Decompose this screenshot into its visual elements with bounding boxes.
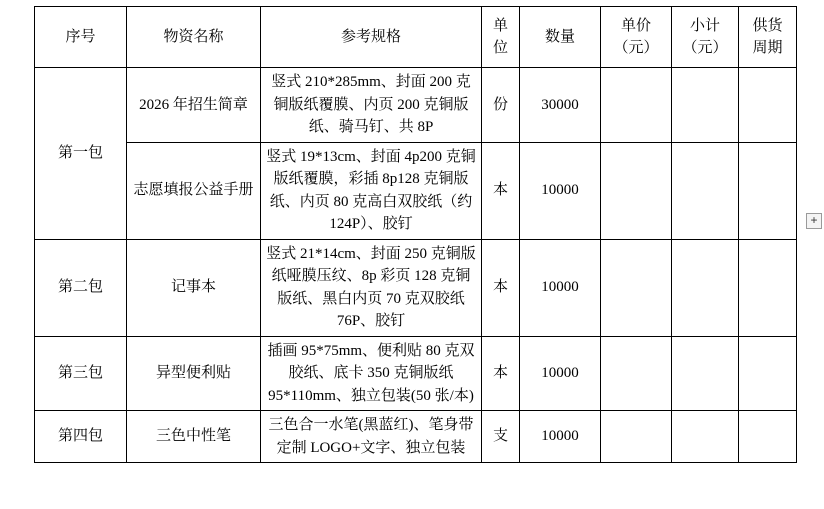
- table-row: [35, 239, 797, 336]
- cell-specification-2: 竖式 19*13cm、封面 4p200 克铜版纸覆膜，彩插 8p128 克铜版纸、内页 80 克高白双胶纸（约 124P）、胶钉: [261, 142, 482, 239]
- cell-item-name-3: 记事本: [127, 239, 261, 336]
- column-header-quantity: 数量: [520, 7, 601, 68]
- column-header-unit-line2: 位: [492, 40, 508, 56]
- table-header-row: [35, 7, 797, 68]
- cell-unit-price-1: [601, 68, 672, 143]
- cell-supply-cycle-2: [739, 142, 797, 239]
- cell-item-name-4: 异型便利贴: [127, 336, 261, 411]
- column-header-item-name: 物资名称: [127, 7, 261, 68]
- cell-unit-5: 支: [482, 411, 520, 463]
- column-header-supply-cycle-line1: 供货: [752, 17, 783, 34]
- cell-item-name-5: 三色中性笔: [127, 411, 261, 463]
- cell-supply-cycle-4: [739, 336, 797, 411]
- procurement-items-table: [34, 6, 797, 463]
- column-header-subtotal-line1: 小计: [689, 17, 720, 34]
- cell-package-3: 第三包: [35, 336, 127, 411]
- column-header-supply-cycle: [739, 7, 797, 68]
- column-header-unit-price-line2: （元）: [613, 40, 659, 56]
- cell-specification-4: 插画 95*75mm、便利贴 80 克双胶纸、底卡 350 克铜版纸 95*110mm、独立包装(50 张/本): [261, 336, 482, 411]
- cell-item-name-1: 2026 年招生简章: [127, 68, 261, 143]
- cell-specification-5: 三色合一水笔(黑蓝红)、笔身带定制 LOGO+文字、独立包装: [261, 411, 482, 463]
- column-header-unit-line1: 单: [492, 17, 508, 34]
- column-header-unit: [482, 7, 520, 68]
- table-row: [35, 68, 797, 143]
- column-header-unit-price: [601, 7, 672, 68]
- cell-unit-2: 本: [482, 142, 520, 239]
- column-header-subtotal-line2: （元）: [682, 40, 728, 56]
- table-body: [35, 68, 797, 463]
- column-header-subtotal: [672, 7, 739, 68]
- table-row: [35, 411, 797, 463]
- cell-unit-3: 本: [482, 239, 520, 336]
- table-row: [35, 336, 797, 411]
- cell-specification-3: 竖式 21*14cm、封面 250 克铜版纸哑膜压纹、8p 彩页 128 克铜版纸、黑白内页 70 克双胶纸 76P、胶钉: [261, 239, 482, 336]
- cell-subtotal-5: [672, 411, 739, 463]
- cell-subtotal-4: [672, 336, 739, 411]
- column-header-sequence: 序号: [35, 7, 127, 68]
- cell-package-2: 第二包: [35, 239, 127, 336]
- table-header: [35, 7, 797, 68]
- cell-package-1: 第一包: [35, 68, 127, 240]
- table-row: [35, 142, 797, 239]
- cell-quantity-2: 10000: [520, 142, 601, 239]
- cell-package-4: 第四包: [35, 411, 127, 463]
- cell-unit-price-4: [601, 336, 672, 411]
- cell-quantity-3: 10000: [520, 239, 601, 336]
- cell-subtotal-2: [672, 142, 739, 239]
- zoom-in-icon[interactable]: +: [806, 213, 822, 229]
- cell-unit-price-5: [601, 411, 672, 463]
- column-header-specification: 参考规格: [261, 7, 482, 68]
- cell-specification-1: 竖式 210*285mm、封面 200 克铜版纸覆膜、内页 200 克铜版纸、骑马钉、共 8P: [261, 68, 482, 143]
- cell-quantity-1: 30000: [520, 68, 601, 143]
- cell-supply-cycle-1: [739, 68, 797, 143]
- cell-quantity-4: 10000: [520, 336, 601, 411]
- cell-supply-cycle-5: [739, 411, 797, 463]
- cell-unit-4: 本: [482, 336, 520, 411]
- cell-quantity-5: 10000: [520, 411, 601, 463]
- cell-supply-cycle-3: [739, 239, 797, 336]
- cell-unit-price-2: [601, 142, 672, 239]
- cell-unit-1: 份: [482, 68, 520, 143]
- cell-unit-price-3: [601, 239, 672, 336]
- cell-subtotal-1: [672, 68, 739, 143]
- column-header-supply-cycle-line2: 周期: [752, 40, 783, 56]
- cell-item-name-2: 志愿填报公益手册: [127, 142, 261, 239]
- cell-subtotal-3: [672, 239, 739, 336]
- column-header-unit-price-line1: 单价: [620, 17, 651, 34]
